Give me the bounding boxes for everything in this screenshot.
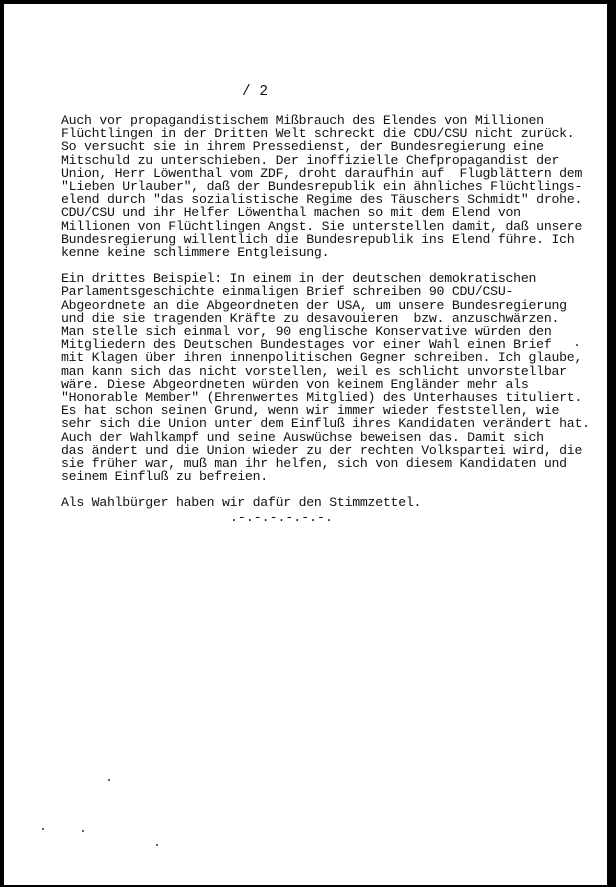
closing-separator: .-.-.-.-.-.-. bbox=[230, 510, 333, 525]
text-line: CDU/CSU und ihr Helfer Löwenthal machen so mit dem Elend von bbox=[61, 205, 521, 221]
text-line: und die sie tragenden Kräfte zu desavouieren bzw. anzuschwärzen. bbox=[61, 310, 560, 326]
paragraph-3 bbox=[61, 496, 581, 509]
text-line: Millionen von Flüchtlingen Angst. Sie unterstellen damit, daß unsere bbox=[61, 218, 583, 234]
text-line: Mitschuld zu unterschieben. Der inoffizielle Chefpropagandist der bbox=[61, 152, 560, 168]
text-line: Union, Herr Löwenthal vom ZDF, droht daraufhin auf Flugblättern dem bbox=[61, 165, 583, 181]
text-line: Auch vor propagandistischem Mißbrauch des Elendes von Millionen bbox=[61, 113, 544, 128]
page-number: / 2 bbox=[242, 84, 269, 100]
text-line: mit Klagen über ihren innenpolitischen Gegner schreiben. Ich glaube, bbox=[61, 350, 583, 366]
text-line: Auch der Wahlkampf und seine Auswüchse beweisen das. Damit sich bbox=[61, 429, 544, 445]
scan-speck bbox=[156, 844, 158, 846]
text-line: So versucht sie in ihrem Pressedienst, der Bundesregierung eine bbox=[61, 139, 544, 155]
paragraph-2 bbox=[61, 271, 590, 485]
scan-speck bbox=[108, 779, 110, 781]
text-line: Man stelle sich einmal vor, 90 englische Konservative würden den bbox=[61, 324, 552, 340]
scan-speck bbox=[82, 830, 84, 832]
text-line: "Honorable Member" (Ehrenwertes Mitglied) des Unterhauses tituliert. bbox=[61, 390, 583, 406]
text-line: das ändert und die Union wieder zu der rechten Volkspartei wird, die bbox=[61, 442, 583, 458]
scan-border bbox=[607, 0, 616, 887]
text-line: Parlamentsgeschichte einmaligen Brief schreiben 90 CDU/CSU- bbox=[61, 284, 514, 300]
text-line: Abgeordnete an die Abgeordneten der USA, um unsere Bundesregierung bbox=[61, 297, 567, 313]
text-line: Mitgliedern des Deutschen Bundestages vor einer Wahl einen Brief bbox=[61, 337, 552, 353]
text-line: "Lieben Urlauber", daß der Bundesrepublik ein ähnliches Flüchtlings- bbox=[61, 179, 583, 195]
text-line: seinem Einfluß zu befreien. bbox=[61, 469, 268, 485]
scan-speck bbox=[42, 828, 44, 830]
letter-body bbox=[61, 113, 590, 523]
text-line: elend durch "das sozialistische Regime des Täuschers Schmidt" drohe. bbox=[61, 192, 583, 208]
paragraph-1 bbox=[61, 114, 581, 259]
text-line: Es hat schon seinen Grund, wenn wir immer wieder feststellen, wie bbox=[61, 403, 560, 419]
text-line: man kann sich das nicht vorstellen, weil es schlicht unvorstellbar bbox=[61, 363, 567, 379]
text-line: kenne keine schlimmere Entgleisung. bbox=[61, 245, 330, 261]
text-line: Flüchtlingen in der Dritten Welt schreckt die CDU/CSU nicht zurück. bbox=[61, 126, 575, 142]
text-line: sehr sich die Union unter dem Einfluß ihres Kandidaten verändert hat. bbox=[61, 416, 590, 432]
text-line: Ein drittes Beispiel: In einem in der deutschen demokratischen bbox=[61, 271, 537, 287]
text-line: sie früher war, muß man ihr helfen, sich von diesem Kandidaten und bbox=[61, 456, 567, 472]
text-line: wäre. Diese Abgeordneten würden von keinem Engländer mehr als bbox=[61, 376, 529, 392]
text-line: Bundesregierung willentlich die Bundesrepublik ins Elend führe. Ich bbox=[61, 231, 575, 247]
text-line: Als Wahlbürger haben wir dafür den Stimmzettel. bbox=[61, 495, 422, 511]
